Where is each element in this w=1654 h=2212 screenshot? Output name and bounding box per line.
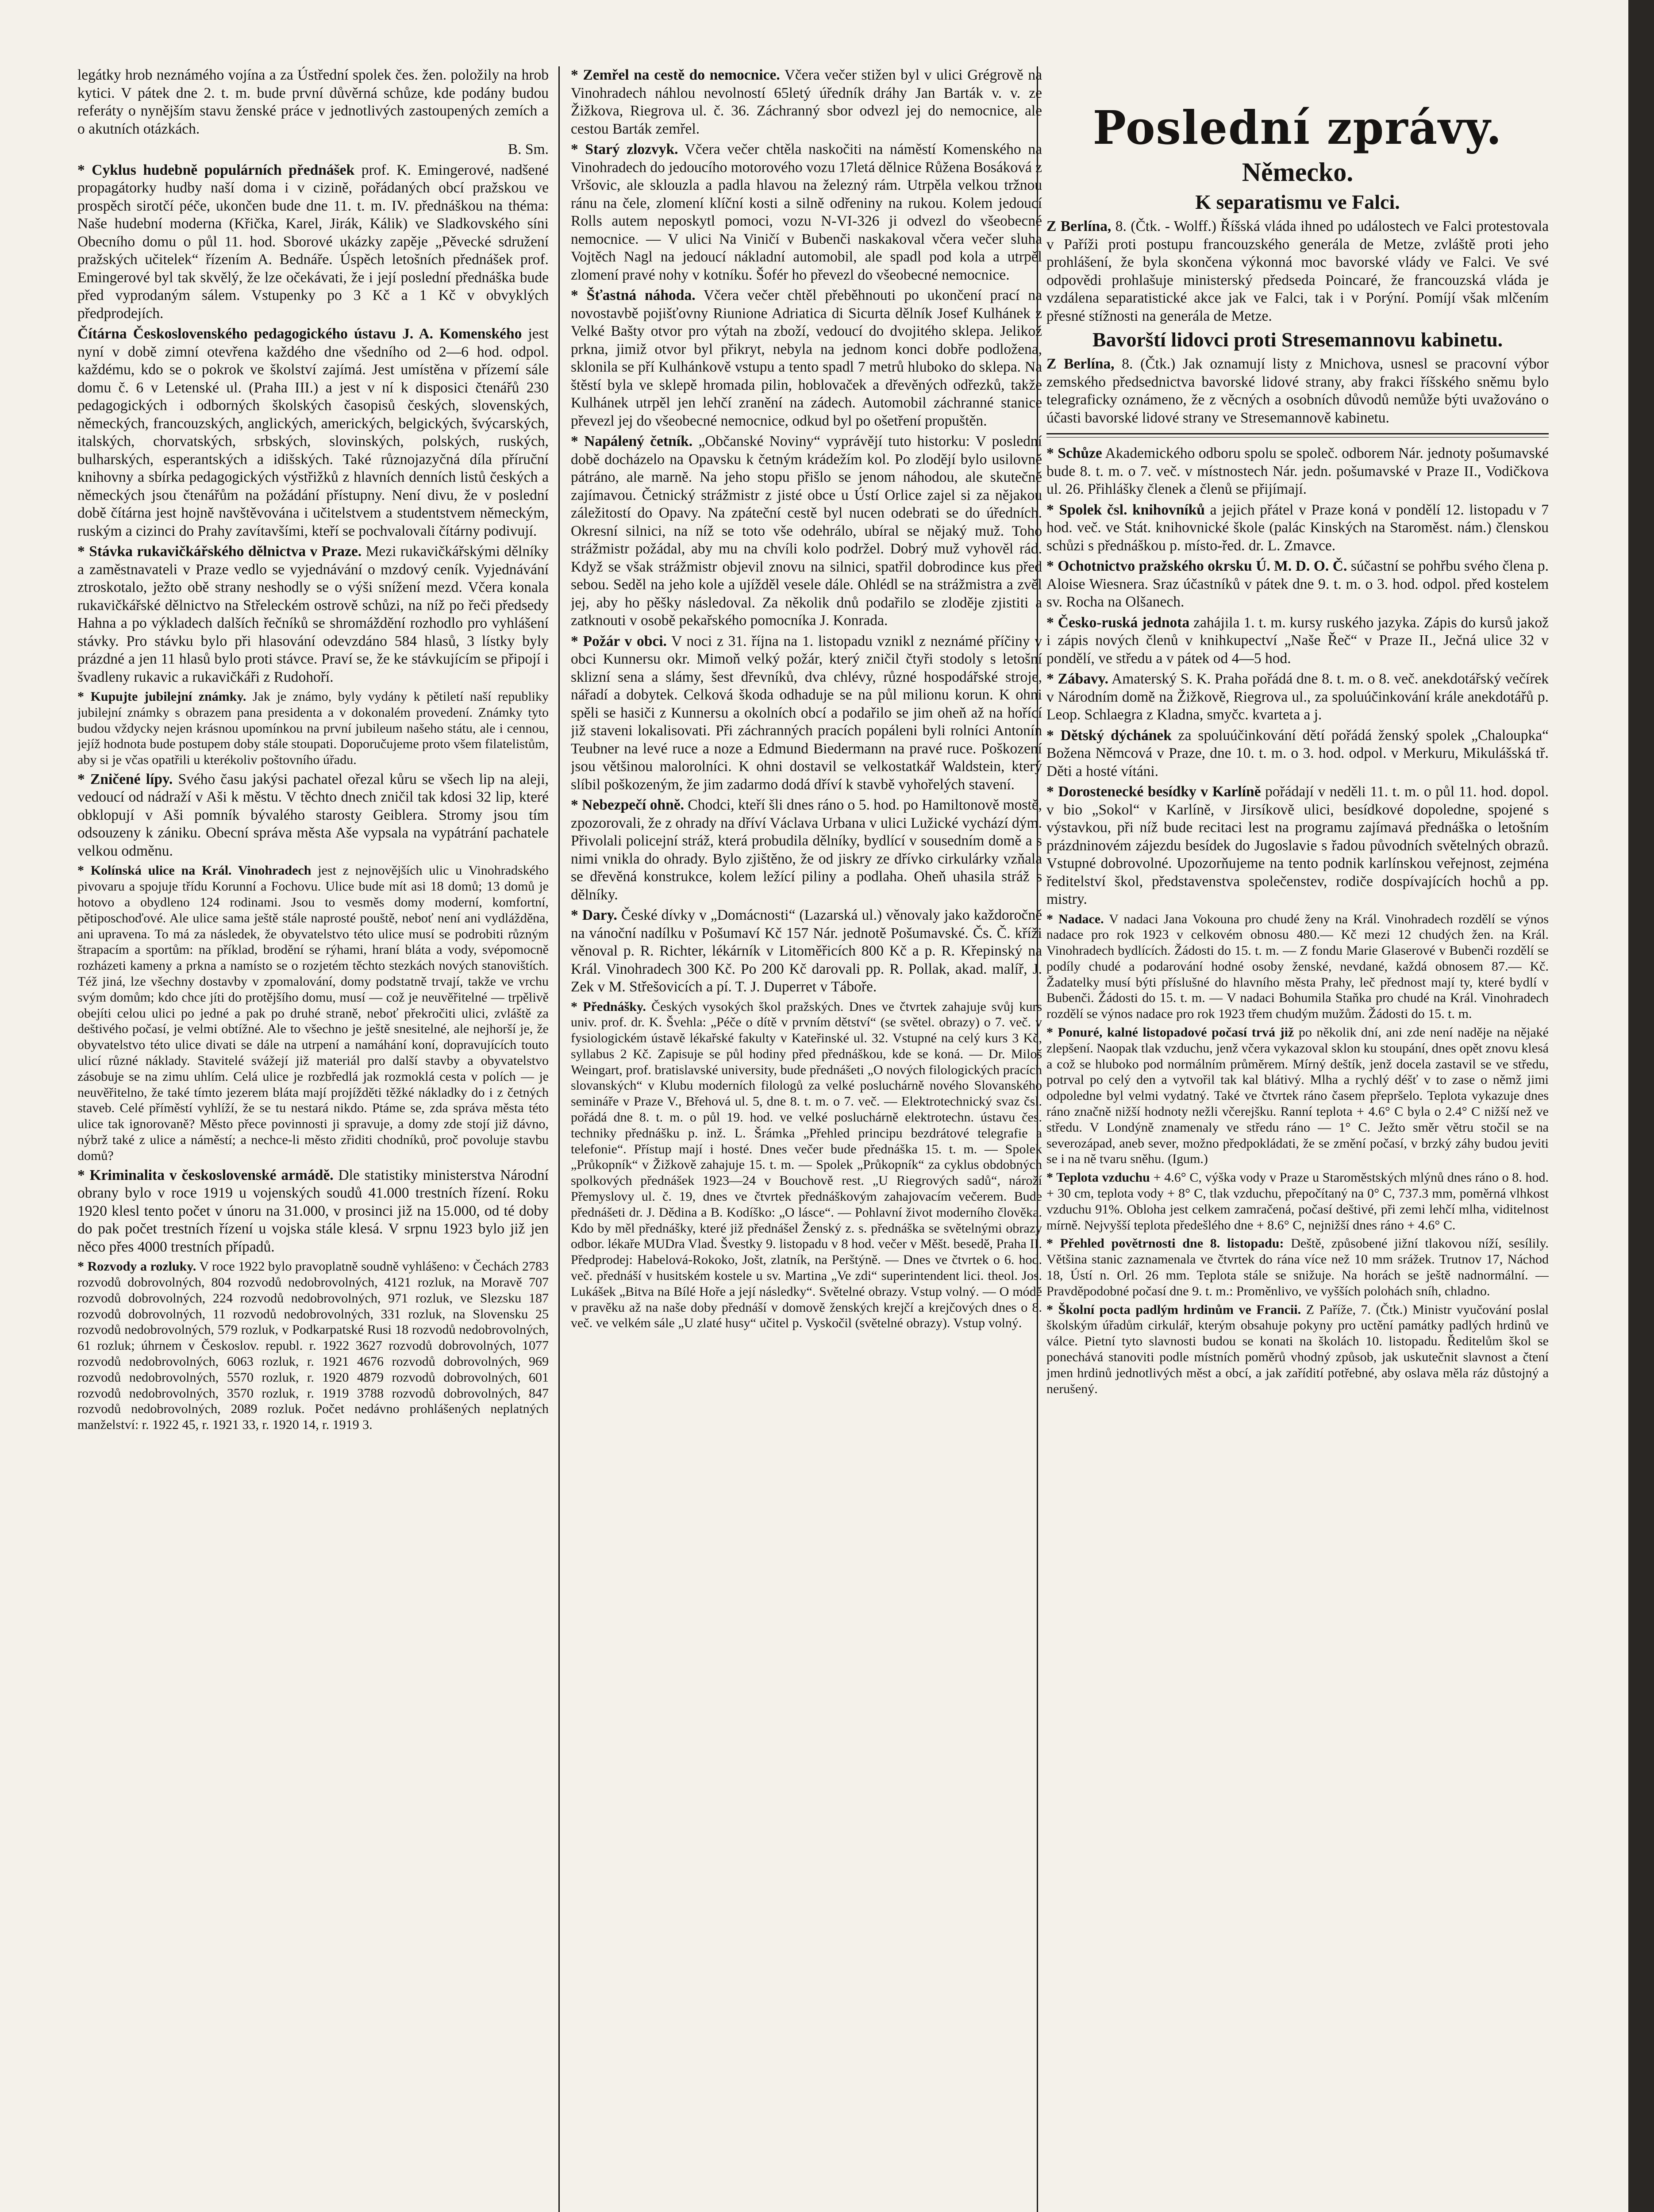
article: * Školní pocta padlým hrdinům ve Francii. Z Paříže, 7. (Čtk.) Ministr vyučování poslal školským úřadům cirkulář, kterým obsahuje pokyny pro uctění památky padlých hrdinů ve válce. Pietní tyto slavnosti budou se konati na školách 10. listopadu. Ředitelům škol se ponechává stanoviti podle místních poměrů vhodný způsob, jak uskutečnit slavnost a čtení jmen hrdinů jednotlivých měst a obcí, a jak zařídití potřebné, aby oslava měla ráz důstojný a nerušený. <box>1046 1302 1549 1396</box>
article: * Napálený četník. „Občanské Noviny“ vyprávějí tuto historku: V poslední době docházelo na Opavsku k četným krádežím kol. Po zlodějí bylo usilovně pátráno, ale marně. Na jeho stopu přišlo se jenom náhodou, ale skutečně zajímavou. Četnický strážmistr z jisté obce u Ústí Orlice zajel si za nějakou záležitostí do Opavy. Na zpáteční cestě byl nucen odebrati se do úředních. Okresní silnici, na níž se toto vše odehrálo, ubíral se nějaký muž. Toho strážmistr požádal, aby mu na chvíli kolo podržel. Dobrý muž vyhověl rád. Když se však strážmistr objevil znovu na silnici, spatřil dobrodince kus před sebou. Seděl na jeho kole a ujížděl vesele dále. Ohlédl se na strážmistra a zvěl jej, aby ho pěšky následoval. Za několik dnů podařilo se zloděje zjistiti a zatknouti v osobě pekařského pomocníka J. Konrada. <box>571 433 1042 629</box>
article: * Dětský dýchánek za spoluúčinkování dětí pořádá ženský spolek „Chaloupka“ Božena Němcová v Praze, dne 10. t. m. o 3. hod. odpol. v Merkuru, Mikulášská tř. Děti a hosté vítáni. <box>1046 727 1549 780</box>
section-heading: Německo. <box>1242 157 1354 187</box>
subheading: K separatismu ve Falci. <box>1195 191 1400 213</box>
article: * Kriminalita v československé armádě. Dle statistiky ministerstva Národní obrany bylo v roce 1919 u vojenských soudů 41.000 trestních řízení. Roku 1920 klesl tento počet v únoru na 31.000, v prosinci již na 15.000, od té doby do pak počet trestních řízení u vojska stále klesá. V srpnu 1923 bylo již jen něco přes 4000 trestních případů. <box>77 1167 549 1255</box>
article: * Zemřel na cestě do nemocnice. Včera večer stižen byl v ulici Grégrově na Vinohradech náhlou nevolností 65letý úředník dráhy Jan Barták v. v. ze Žižkova, Riegrova ul. č. 36. Záchranný sbor odvezl jej do nemocnice, ale cestou Barták zemřel. <box>571 67 1042 137</box>
latest-news-title: Poslední zprávy. <box>1092 100 1503 155</box>
article: * Nebezpečí ohně. Chodci, kteří šli dnes ráno o 5. hod. po Hamiltonově mostě, zpozorovali, že z ohrady na dříví Václava Urbana v ulici Lužické vychází dým. Přivolali policejní stráž, která probudila dělníky, bydlící v sousedním domě a s nimi vnikla do ohrady. Bylo zjištěno, že od jiskry ze dřívko cirkulárky vzňala se dřevěná konstrukce, kolem ležící piliny a podlaha. Oheň uhasila stráž s dělníky. <box>571 797 1042 903</box>
article: * Schůze Akademického odboru spolu se společ. odborem Nár. jednoty pošumavské bude 8. t. m. o 7. več. v místnostech Nár. jedn. pošumavské v Praze II., Vodičkova ul. 26. Přihlášky členek a členů se přijímají. <box>1046 445 1549 497</box>
article: * Ochotnictvo pražského okrsku Ú. M. D. O. Č. súčastní se pohřbu svého člena p. Aloise Wiesnera. Sraz účastníků v pátek dne 9. t. m. o 3. hod. odpol. před kostelem sv. Rocha na Olšanech. <box>1046 558 1549 610</box>
news-item: Z Berlína, 8. (Čtk. - Wolff.) Říšská vláda ihned po událostech ve Falci protestovala v Paříži proti postupu francouzského generála de Metze, zvláště proti jeho prohlášení, že byla skončena výkonná moc bavorské vlády ve Falci. Ve své odpovědi prohlašuje ministerský předseda Poincaré, že francouzská vláda je vzdálena separatistické akce jak ve Falci, tak i v Porýní. Pomíjí však mlčením přesné stížnosti na generála de Metze. <box>1046 218 1549 324</box>
article: * Starý zlozvyk. Včera večer chtěla naskočiti na náměstí Komenského na Vinohradech do jedoucího motorového vozu 17letá dělnice Růžena Bosáková z Vršovic, ale sklouzla a padla hlavou na železný rám. Utrpěla velkou tržnou ránu na čele, zlomení klíční kosti a silně odřeniny na rukou. Kolem jedoucí Rolls autem neposkytl pomoci, vozu N-VI-326 ji odvezl do všeobecné nemocnice. — V ulici Na Viničí v Bubenči naskakoval včera večer sluha Vojtěch Nagl na jedoucí nákladní automobil, ale spadl pod kola a utrpěl zlomení pravé nohy v kotníku. Šofér ho převezl do všeobecné nemocnice. <box>571 141 1042 283</box>
article: * Přehled povětrnosti dne 8. listopadu: Deště, způsobené jižní tlakovou níží, sesílily. Většina stanic zaznamenala ve čtvrtek do rána více než 10 mm srážek. Trutnov 17, Náchod 18, Ústí n. Orl. 26 mm. Teplota stále se snižuje. Na horách se ještě nadnormální. — Pravděpodobné počasí dne 9. t. m.: Proměnlivo, ve vyšších polohách sníh, chladno. <box>1046 1236 1549 1298</box>
article: legátky hrob neznámého vojína a za Ústřední spolek čes. žen. položily na hrob kytici. V pátek dne 2. t. m. bude první důvěrná schůze, kde podány budou referáty o nynějším stavu ženské práce v jednotlivých zastoupených zemích a o akutních otázkách. <box>77 67 549 137</box>
article: * Přednášky. Českých vysokých škol pražských. Dnes ve čtvrtek zahajuje svůj kurs univ. prof. dr. K. Švehla: „Péče o dítě v prvním dětství“ (se světel. obrazy) o 7. več. v fysiologickém ústavě lékařské fakulty v Kateřinské ul. 32. Vstupné na celý kurs 3 Kč, syllabus 2 Kč. Zapisuje se půl hodiny před přednáškou, kde se koná. — Dr. Miloš Weingart, prof. bratislavské university, bude přednášeti „O nových filologických pracích slovanských“ v Klubu moderních filologů za velké posluchárně nového Slovanského semináře v Praze V., Břehová ul. 5, dne 8. t. m. o 7. več. — Elektrotechnický svaz čsl. pořádá dne 8. t. m. o půl 19. hod. ve velké posluchárně elektrotechn. ústavu čes. techniky přednášku p. inž. L. Šrámka „Přehled principu bezdrátové telegrafie a telefonie“. Přístup mají i hosté. Dnes večer bude přednáška 15. t. m. — Spolek „Průkopník“ v Žižkově zahajuje 15. t. m. — Spolek „Průkopník“ za cyklus obdobných spolkových přednášek 1923—24 v Bouchově rest. „U Riegrových sadů“, nároží Přemyslovy ul. č. 19, dnes ve čtvrtek přednáškovým zahajovacím večerem. Bude přednášeti dr. J. Dědina a B. Kodíško: „O lásce“. — Pohlavní život moderního člověka. Kdo by měl přednášky, které již přednášel Ženský z. s. přednáška se světelnými obrazy odbor. lékaře MUDra Vlad. Švestky 9. listopadu v 8 hod. večer v Měšt. besedě, Praha II. Předprodej: Habelová-Rokoko, Jošt, zlatník, na Perštýně. — Dnes ve čtvrtek o 6. hod. več. přednáší v husitském kostele u sv. Martina „Ve zdi“ superintendent lici. theol. Jos. Lukášek „Bitva na Bílé Hoře a její následky“. Světelné obrazy. Vstup volný. — O módě v pravěku až na naše doby přednáší v domově ženských krejčí a krejčových dnes o 8. več. ve velkém sále „U zlaté husy“ učitel p. Vyskočil (světelné obrazy). Vstup volný. <box>571 999 1042 1331</box>
column-1 <box>77 66 549 2212</box>
article: * Dorostenecké besídky v Karlíně pořádají v neděli 11. t. m. o půl 11. hod. dopol. v bio „Sokol“ v Karlíně, v Jirsíkově ulici, besídkové dopoledne, spojené s výstavkou, při níž bude recitaci lest na programu zajímavá přednáška o letošním prázdninovém zájezdu besídek do Jugoslavie s řadou původních světelných obrazů. Vstupné dobrovolné. Upozorňujeme na tento podnik karlínskou veřejnost, zejména ředitelství škol, představenstva společenstev, rodiče dospívajících hochů a pp. mistry. <box>1046 783 1549 907</box>
article: * Kolínská ulice na Král. Vinohradech jest z nejnovějších ulic u Vinohradského pivovaru a spojuje třídu Korunní a Fochovu. Ulice bude mít asi 18 domů; 13 domů je hotovo a obydleno 124 rodinami. Jsou to vesměs domy moderní, komfortní, pětiposchoďové. Ale ulice sama ještě stále naprosté pouště, neboť není ani vydlážděna, ani upravena. To má za následek, že obyvatelstvo této ulice musí se podrobiti různým štrapacím a sportům: na příklad, brodění se rýhami, hraní bláta a vody, svépomocně rozházeti kameny a prkna a namísto se o rozjetém těchto stezkách nových stanovištích. Též jiná, lze všechny dostavby v zpomalování, domy podstatně trvají, takže ve vrchu svým domům; kdo chce jíti do protějšího domu, musí — což je neuvěřitelné — trpělivě obejíti celou ulici po jedné a pak po druhé straně, neboť překročiti ulici, zvláště za deštivého počasí, je velmi obtížné. Ale to všechno je ještě snesitelné, ale nejhorší je, že obyvatelstvo této ulice divati se dále na utrpení a namáhání koní, dopravujících touto ulicí různé náklady. Stavitelé svážejí již materiál pro další stavby a obyvatelstvo zásobuje se na zimu uhlím. Celá ulice je rozbředlá jak rozmoklá cesta v polích — je neuvěřitelno, že také tímto jezerem bláta mají projížděti těžké nákladky do i z četných staveb. Celé příměstí vyhlíží, že se tu nestará nikdo. Ptáme se, zda správa města této ulice tak ignorovaně? Město přece povinnosti ji spravuje, a domy zde stojí již dávno, nýbrž také z ulice a náměstí; a nechce-li město zřiditi chodníků, proč povoluje stavbu domů? <box>77 863 549 1163</box>
news-item: Z Berlína, 8. (Čtk.) Jak oznamují listy z Mnichova, usnesl se pracovní výbor zemského předsednictva bavorské lidové strany, aby frakci říšského sněmu bylo telegraficky oznámeno, že z věcných a osobních důvodů nemůže býti uvažováno o účasti bavorské lidové strany ve Stresemannově kabinetu. <box>1046 356 1549 426</box>
article: * Ponuré, kalné listopadové počasí trvá již po několik dní, ani zde není naděje na nějaké zlepšení. Naopak tlak vzduchu, jenž včera vykazoval sklon ku stoupání, dnes opět znovu klesá a což se hluboko pod normálním průměrem. Mírný deštík, jenž docela zastavil se ve středu, potrval po celý den a vytvořil tak kal blátivý. Mlha a rychlý déšť v to zase o němž jimi odpoledne byl velmi vydatný. Také ve čtvrtek ráno časem přepršelo. Teplota vykazuje dnes ráno značně nižší hodnoty nežli včerejšku. Ranní teplota + 4.6° C byla o 2.4° C nižší než ve středu. V Londýně znamenaly ve středu ráno — 1° C. Ježto směr větru stočil se na severozápad, aneb sever, možno předpokládati, že se změní počasí, v brzký záhy budou jeviti se i na ně tvaru sněhu. (Igum.) <box>1046 1025 1549 1167</box>
article: * Teplota vzduchu + 4.6° C, výška vody v Praze u Staroměstských mlýnů dnes ráno o 8. hod. + 30 cm, teplota vody + 8° C, tlak vzduchu, přepočítaný na 0° C, 737.3 mm, poměrná vlhkost vzduchu 91%. Obloha jest celkem zamračená, počasí deštivé, při zemi lehčí mlha, viditelnost mírně. Nejvyšší teplota předešlého dne + 8.6° C, nejnižší dnes ráno + 4.6° C. <box>1046 1170 1549 1233</box>
article: * Rozvody a rozluky. V roce 1922 bylo pravoplatně soudně vyhlášeno: v Čechách 2783 rozvodů dobrovolných, 804 rozvodů nedobrovolných, 4121 rozluk, na Moravě 707 rozvodů dobrovolných, 224 rozvodů nedobrovolných, 971 rozluk, ve Slezsku 187 rozvodů dobrovolných, 11 rozvodů nedobrovolných, 331 rozluk, na Slovensku 25 rozvodů nedobrovolných, 579 rozluk, v Podkarpatské Rusi 18 rozvodů nedobrovolných, 61 rozluk; úhrnem v Českoslov. republ. r. 1922 3627 rozvodů dobrovolných, 1077 rozvodů nedobrovolných, 6063 rozluk, r. 1921 4676 rozvodů dobrovolných, 969 rozvodů nedobrovolných, 5570 rozluk, r. 1920 4879 rozvodů dobrovolných, 601 rozvodů nedobrovolných, 3570 rozluk, r. 1919 3788 rozvodů dobrovolných, 847 rozvodů nedobrovolných, 2089 rozluk. Počet nedávno prohlášených neplatných manželství: r. 1922 45, r. 1921 33, r. 1920 14, r. 1919 3. <box>77 1259 549 1432</box>
article: Čítárna Československého pedagogického ústavu J. A. Komenského jest nyní v době zimní otevřena každého dne všedního od 2—6 hod. odpol. každému, kdo se o pokrok ve školství zajímá. Jest umístěna v přízemí sále domu č. 6 v Letenské ul. (Praha III.) a jest v ní k disposici čtenářů 230 pedagogických i odborných školských časopisů českých, slovenských, německých, francouzských, anglických, amerických, belgických, švýcarských, italských, chorvatských, srbských, slovinských, polských, ruských, bulharských, esperantských a idišských. Také různojazyčná díla příruční knihovny a sbírka pedagogických výstřižků z hlavních denních listů českých a německých jsou čtenářům na požádání přístupny. Není divu, že v poslední době čítárna jest hojně navštěvována i učitelstvem a studentstvem německým, ruským a cizinci do Prahy zavítavšími, kteří se pochvalovali čítárny podivují. <box>77 326 549 539</box>
article: * Stávka rukavičkářského dělnictva v Praze. Mezi rukavičkářskými dělníky a zaměstnavateli v Praze vedlo se vyjednávání o mzdový ceník. Vyjednávání ztroskotalo, ježto obě strany neshodly se o výši snížení mezd. Včera konala rukavičkářské dělnictvo na Střeleckém ostrově schůzi, na níž po řeči předsedy Hahna a po výkladech dalších řečníků se shromáždění rozhodlo pro vyhlášení stávky. Pro stávku bylo při hlasování odevzdáno 584 hlasů, 3 lístky byly prázdné a jen 11 hlasů bylo proti stávce. Praví se, že ke stávkujícím se připojí i švadleny rukavic a rukavičkáři z Rudohoří. <box>77 543 549 685</box>
column-2 <box>571 66 1042 2212</box>
article-signature: B. Sm. <box>508 141 549 157</box>
article: * Požár v obci. V noci z 31. října na 1. listopadu vznikl z neznámé příčiny v obci Kunnersu okr. Mimoň velký požár, který zničil čtyři stodoly s letošní sklizní sena a slámy, šest dřevníků, dva chlévy, různé hospodářské stroje, nářadí a dobytek. Celková škoda odhaduje se na půl milionu korun. K ohni spěli se hasiči z Kunnersu a okolních obcí a podařilo se jim oheň až na hořící již staveni lokalisovati. Při záchranných pracích popáleni byli rolníci Antonín Teubner na levé ruce a noze a Edmund Biedermann na pravé ruce. Poškození jsou většinou malorolníci. K ohni dostavil se velkostatkář Waldstein, který slíbil poškozeným, že jim zadarmo dodá dříví k stavbě vyhořelých stavení. <box>571 633 1042 793</box>
article: * Česko-ruská jednota zahájila 1. t. m. kursy ruského jazyka. Zápis do kursů jakož i zápis nových členů v knihkupectví „Naše Řeč“ v Praze II., Ječná ulice 32 v pondělí, ve středu a v pátek od 4—5 hod. <box>1046 614 1549 667</box>
article: * Zničené lípy. Svého času jakýsi pachatel ořezal kůru se všech lip na aleji, vedoucí od nádraží v Aši k městu. V těchto dnech zničil tak kdosi 32 lip, které obklopují v Aši pomník bývalého starosty Geiblera. Stromy jsou tím odsouzeny k zániku. Obecní správa města Aše vypsala na vypátrání pachatele velkou odměnu. <box>77 771 549 859</box>
article: * Dary. České dívky v „Domácnosti“ (Lazarská ul.) věnovaly jako každoročně na vánoční nadílku v Pošumaví Kč 157 Nár. jednotě Pošumavské. Čs. Č. kříži věnoval p. R. Richter, lékárník v Litoměřicích 800 Kč a p. R. Křepinský na Král. Vinohradech 300 Kč. Po 200 Kč darovali pp. R. Pollak, akad. malíř, J. Zek v M. Střešovicích a pí. T. J. Duperret v Táboře. <box>571 907 1042 995</box>
article: * Zábavy. Amaterský S. K. Praha pořádá dne 8. t. m. o 8. več. anekdotářský večírek v Národním domě na Žižkově, Riegrova ul., za spoluúčinkování krále anekdotářů p. Leop. Schlaegra z Kladna, smyčc. kvarteta a j. <box>1046 671 1549 723</box>
article: * Cyklus hudebně populárních přednášek prof. K. Emingerové, nadšené propagátorky hudby naší doma i v cizině, pořádaných obcí pražskou ve prospěch sirotčí péče, ukončen bude dne 11. t. m. IV. přednáškou na théma: Naše hudební moderna (Křička, Karel, Jirák, Kálik) ve Sladkovského síni Obecního domu o půl 11. hod. Sborové ukázky zapěje „Pěvecké sdružení pražských učitelek“ řízením A. Bednáře. Úspěch letošních přednášek prof. Emingerové byl tak skvělý, že lze očekávati, že i její poslední přednáška bude před vyprodaným sálem. Vstupenky po 3 Kč a 1 Kč v obvyklých předprodejích. <box>77 161 549 322</box>
article: * Kupujte jubilejní známky. Jak je známo, byly vydány k pětiletí naší republiky jubilejní známky s obrazem pana presidenta a v dokonalém provedení. Známky tyto budou vždycky nejen krásnou upomínkou na první jubileum našeho státu, ale i cennou, jejíž hodnota bude postupem doby stále stoupati. Doporučujeme proto všem filatelistům, aby si je včas opatřili u kterékoliv poštovního úřadu. <box>77 689 549 768</box>
article: * Spolek čsl. knihovníků a jejich přátel v Praze koná v pondělí 12. listopadu v 7 hod. več. ve Stát. knihovnické škole (palác Kinských na Staroměst. nám.) členskou schůzi s přednáškou p. místo-řed. dr. L. Zmavce. <box>1046 501 1549 554</box>
article: * Nadace. V nadaci Jana Vokouna pro chudé ženy na Král. Vinohradech rozdělí se výnos nadace pro rok 1923 v celkovém obnosu 480.— Kč mezi 12 chudých žen. na Král. Vinohradech bydlících. Žádosti do 15. t. m. — Z fondu Marie Glaserové v Bubenči rozdělí se podíly chudé a podarování hodné osoby ženské, nevdané, každá obnosem 87.— Kč. Žadatelky musí býti příslušné do hlavního města Prahy, leč přednost mají ty, které bydlí v Bubenči. Žádosti do 15. t. m. — V nadaci Bohumila Staňka pro chudé na Král. Vinohradech rozdělí se výnos nadace pro rok 1923 třem chudým mužům. Žádosti do 15. t. m. <box>1046 911 1549 1022</box>
subheading: Bavorští lidovci proti Stresemannovu kabinetu. <box>1092 328 1503 351</box>
article: * Šťastná náhoda. Včera večer chtěl přeběhnouti po ukončení prací na novostavbě pojišťovny Riunione Adriatica di Sicurta dělník Josef Kulhánek z Velké Bašty otvor pro výtah na zboží, vedoucí do dvojitého sklepa. Jelikož prkna, jimiž otvor byl přikryt, nebyla na jednom konci dobře podložena, sklonila se pří Kulhánkově vstupu a tento spadl 7 metrů hluboko do sklepa. Na štěstí byla ve sklepě hromada pilin, hoblovaček a dřevěných odřezků, takže Kulhánek utrpěl jen lehčí zranění na zádech. Automobil záchranné stanice převezl jej do všeobecné nemocnice, odkud byl po ošetření propuštěn. <box>571 287 1042 429</box>
section-divider <box>1046 433 1549 438</box>
scan-edge-right <box>1628 0 1654 2212</box>
column-rule-1 <box>558 66 560 2212</box>
column-3 <box>1046 66 1549 2212</box>
